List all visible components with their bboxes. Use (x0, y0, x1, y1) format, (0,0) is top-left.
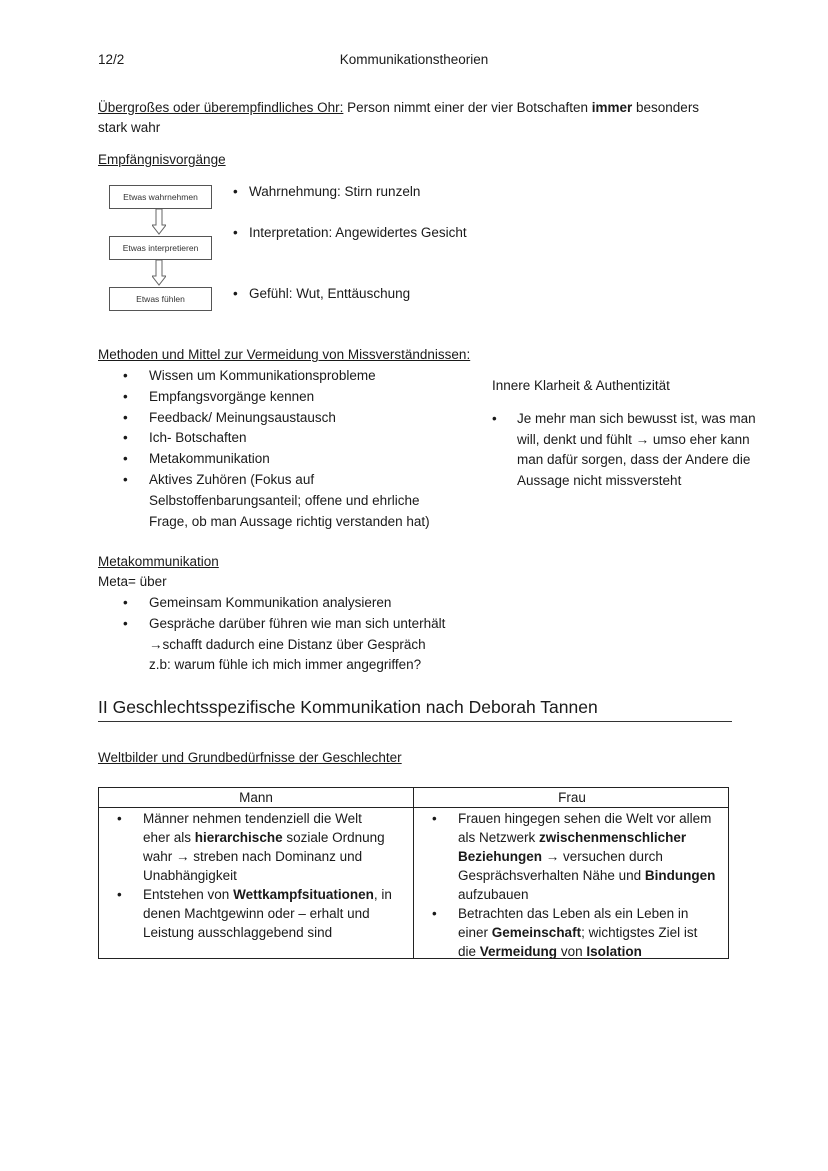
list-item: • Ich- Botschaften (123, 430, 247, 446)
flow-arrow-down-icon (152, 260, 166, 286)
page-header-title: Kommunikationstheorien (339, 52, 489, 67)
table-cell-frau (414, 809, 730, 961)
list-item: • Männer nehmen tendenziell die Welt eher als hierarchische soziale Ordnung wahr → streben nach Dominanz und Unabhängigkeit (117, 811, 385, 883)
list-item: • Entstehen von Wettkampfsituationen, in denen Machtgewinn oder – erhalt und Leistung ausschlaggebend sind (117, 887, 392, 940)
ohr-term: Übergroßes oder überempfindliches Ohr: (98, 100, 344, 115)
flow-arrow-down-icon (152, 209, 166, 235)
table-header-frau: Frau (558, 790, 586, 805)
weltbilder-heading: Weltbilder und Grundbedürfnisse der Geschlechter (98, 750, 402, 765)
meta-definition: Meta= über (98, 574, 167, 589)
page-number: 12/2 (98, 52, 125, 67)
ohr-line2: stark wahr (98, 120, 161, 135)
methoden-list (123, 366, 479, 532)
table-header-mann: Mann (239, 790, 273, 805)
meta-heading: Metakommunikation (98, 554, 219, 569)
list-item: • Gespräche darüber führen wie man sich unterhält →schafft dadurch eine Distanz über Gespräch z.b: warum fühle ich mich immer angegriffen? (123, 615, 446, 673)
section-divider (98, 721, 732, 722)
list-item: • Wahrnehmung: Stirn runzeln (233, 184, 421, 199)
section-title: II Geschlechtsspezifische Kommunikation nach Deborah Tannen (98, 697, 598, 717)
list-item: • Wissen um Kommunikationsprobleme (123, 368, 376, 383)
flow-box-fuehlen: Etwas fühlen (109, 287, 212, 311)
comparison-table (98, 787, 729, 959)
list-item: • Betrachten das Leben als ein Leben in einer Gemeinschaft; wichtigstes Ziel ist die Vermeidung von Isolation (432, 906, 698, 959)
klarheit-title: Innere Klarheit & Authentizität (492, 378, 670, 393)
list-item: • Aktives Zuhören (Fokus auf Selbstoffenbarungsanteil; offene und ehrliche Frage, ob man Aussage richtig verstanden hat) (123, 471, 430, 529)
table-cell-mann (99, 809, 413, 942)
list-item: • Gemeinsam Kommunikation analysieren (123, 595, 392, 610)
empfaengnis-heading: Empfängnisvorgänge (98, 152, 226, 167)
list-item: • Empfangsvorgänge kennen (123, 388, 315, 404)
flow-box-wahrnehmen: Etwas wahrnehmen (109, 185, 212, 209)
list-item: • Feedback/ Meinungsaustausch (123, 409, 336, 425)
methoden-heading: Methoden und Mittel zur Vermeidung von Missverständnissen: (98, 347, 471, 362)
meta-list (123, 593, 479, 676)
list-item: • Interpretation: Angewidertes Gesicht (233, 225, 467, 240)
ohr-bold: immer (591, 100, 633, 115)
ohr-paragraph: Übergroßes oder überempfindliches Ohr: Person nimmt einer der vier Botschaften immer besonders (98, 100, 700, 115)
list-item: • Gefühl: Wut, Enttäuschung (233, 286, 411, 301)
flow-box-interpretieren: Etwas interpretieren (109, 236, 212, 260)
list-item: • Frauen hingegen sehen die Welt vor allem als Netzwerk zwischenmenschlicher Beziehungen → versuchen durch Gesprächsverhalten Nähe und Bindungen aufzubauen (432, 811, 716, 902)
klarheit-bullet: • Je mehr man sich bewusst ist, was man will, denkt und fühlt → umso eher kann man dafür sorgen, dass der Andere die Aussage nicht missversteht (492, 411, 756, 488)
empfaengnis-bullets (233, 182, 421, 203)
list-item: • Metakommunikation (123, 451, 270, 467)
